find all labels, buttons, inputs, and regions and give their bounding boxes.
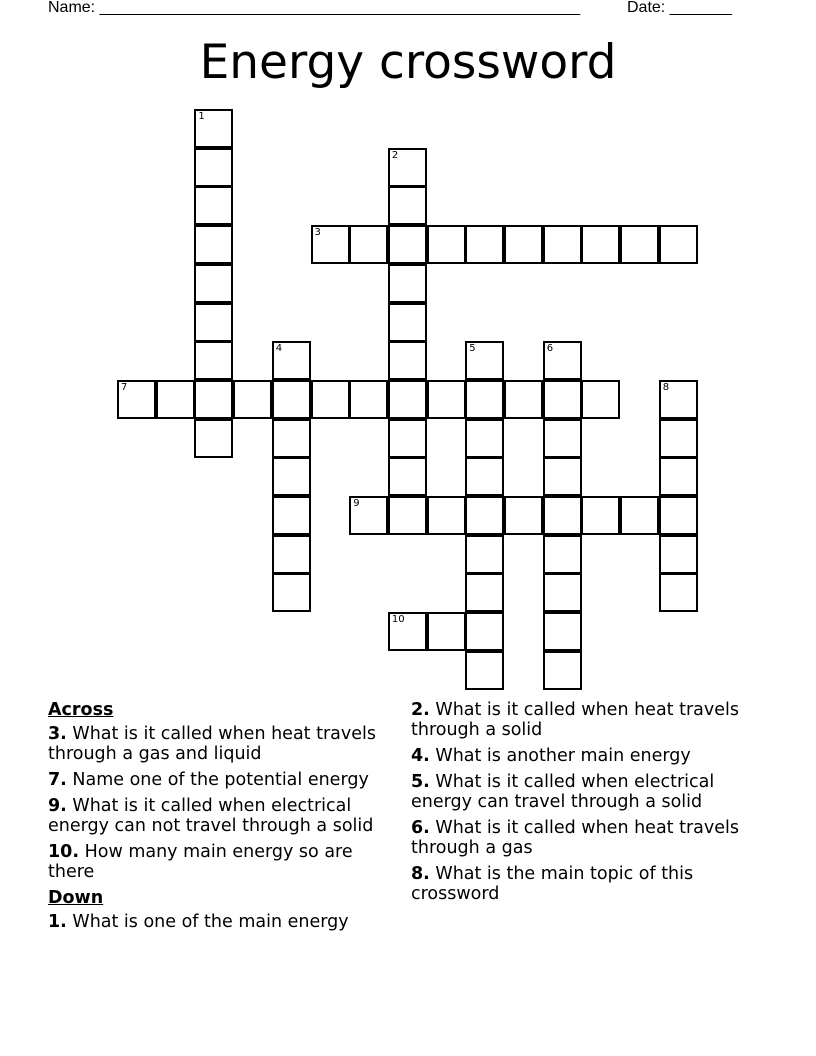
grid-cell[interactable] (465, 419, 504, 458)
clue-number: 2. (411, 700, 430, 720)
grid-cell[interactable] (581, 380, 620, 419)
grid-cell[interactable] (349, 225, 388, 264)
clue-number: 10. (48, 842, 80, 862)
grid-cell[interactable] (465, 341, 504, 380)
grid-cell[interactable] (543, 612, 582, 651)
clue-text: How many main energy so are there (48, 842, 353, 882)
clue-text: Name one of the potential energy (66, 770, 369, 790)
grid-cell[interactable] (465, 651, 504, 690)
clue-item (411, 818, 751, 858)
clue-item (48, 796, 393, 836)
grid-cell[interactable] (427, 496, 466, 535)
grid-cell[interactable] (388, 303, 427, 342)
clue-text: What is it called when electrical energy can not travel through a solid (48, 796, 374, 836)
clue-item (48, 912, 393, 932)
grid-cell[interactable] (194, 380, 233, 419)
grid-cell[interactable] (659, 225, 698, 264)
grid-cell[interactable] (194, 341, 233, 380)
clue-text: What is it called when heat travels through a solid (411, 700, 739, 740)
grid-cell[interactable] (465, 380, 504, 419)
section-heading: Down (48, 888, 104, 908)
grid-cell[interactable] (543, 573, 582, 612)
clue-number-label: 2 (391, 149, 399, 161)
grid-cell[interactable] (388, 186, 427, 225)
clue-number-label: 5 (469, 343, 476, 355)
grid-cell[interactable] (543, 457, 582, 496)
grid-cell[interactable] (620, 496, 659, 535)
grid-cell[interactable] (659, 457, 698, 496)
grid-cell[interactable] (388, 264, 427, 303)
grid-cell[interactable] (427, 225, 466, 264)
clue-number-label: 8 (662, 381, 670, 393)
grid-cell[interactable] (543, 419, 582, 458)
grid-cell[interactable] (272, 573, 311, 612)
clue-number-label: 7 (121, 381, 128, 393)
grid-cell[interactable] (388, 457, 427, 496)
grid-cell[interactable] (156, 380, 195, 419)
grid-cell[interactable] (272, 380, 311, 419)
grid-cell[interactable] (311, 225, 350, 264)
grid-cell[interactable] (272, 535, 311, 574)
clue-number-label: 3 (314, 227, 321, 239)
grid-cell[interactable] (504, 496, 543, 535)
grid-cell[interactable] (659, 535, 698, 574)
clue-number-label: 9 (353, 498, 360, 509)
grid-cell[interactable] (349, 496, 388, 535)
clue-number: 5. (411, 772, 430, 792)
grid-cell[interactable] (427, 380, 466, 419)
grid-cell[interactable] (465, 225, 504, 264)
grid-cell[interactable] (465, 612, 504, 651)
clue-text: What is it called when heat travels through a gas and liquid (48, 724, 376, 764)
grid-cell[interactable] (388, 148, 427, 187)
grid-cell[interactable] (543, 535, 582, 574)
clue-number: 1. (48, 912, 67, 932)
clue-number: 9. (48, 796, 67, 816)
grid-cell[interactable] (659, 496, 698, 535)
clue-number: 4. (411, 746, 430, 766)
grid-cell[interactable] (620, 225, 659, 264)
page-title: Energy crossword (199, 35, 617, 90)
clue-item (48, 724, 393, 764)
grid-cell[interactable] (272, 496, 311, 535)
grid-cell[interactable] (233, 380, 272, 419)
clue-number-label: 10 (391, 614, 405, 626)
grid-cell[interactable] (388, 419, 427, 458)
clue-text: What is the main topic of this crossword (411, 864, 694, 904)
section-heading: Across (48, 700, 114, 720)
grid-cell[interactable] (388, 380, 427, 419)
grid-cell[interactable] (194, 186, 233, 225)
grid-cell[interactable] (504, 380, 543, 419)
grid-cell[interactable] (581, 496, 620, 535)
grid-cell[interactable] (504, 225, 543, 264)
grid-cell[interactable] (659, 573, 698, 612)
clue-number-label: 1 (198, 111, 205, 122)
grid-cell[interactable] (465, 535, 504, 574)
name-field-label: Name: ______________________________________________________ (48, 0, 581, 16)
clue-item (411, 700, 751, 740)
grid-cell[interactable] (543, 225, 582, 264)
grid-cell[interactable] (194, 264, 233, 303)
grid-cell[interactable] (349, 380, 388, 419)
grid-cell[interactable] (194, 419, 233, 458)
grid-cell[interactable] (388, 341, 427, 380)
clue-item (411, 864, 751, 904)
clue-text: What is it called when heat travels through a gas (411, 818, 739, 858)
grid-cell[interactable] (117, 380, 156, 419)
grid-cell[interactable] (465, 457, 504, 496)
grid-cell[interactable] (388, 612, 427, 651)
clue-text: What is it called when electrical energy can travel through a solid (411, 772, 715, 812)
grid-cell[interactable] (311, 380, 350, 419)
grid-cell[interactable] (543, 651, 582, 690)
grid-cell[interactable] (543, 380, 582, 419)
grid-cell[interactable] (465, 573, 504, 612)
clue-number-label: 4 (275, 343, 283, 355)
grid-cell[interactable] (543, 341, 582, 380)
grid-cell[interactable] (194, 303, 233, 342)
clues-column-right (411, 700, 751, 910)
clue-number: 6. (411, 818, 430, 838)
clue-number: 7. (48, 770, 67, 790)
clue-number: 3. (48, 724, 67, 744)
clue-item (411, 746, 751, 766)
clue-text: What is another main energy (429, 746, 691, 766)
date-field-label: Date: _______ (627, 0, 732, 16)
clue-number-label: 6 (546, 343, 554, 355)
clue-item (48, 842, 393, 882)
grid-cell[interactable] (194, 225, 233, 264)
clue-text: What is one of the main energy (66, 912, 349, 932)
grid-cell[interactable] (194, 109, 233, 148)
grid-cell[interactable] (659, 380, 698, 419)
grid-cell[interactable] (194, 148, 233, 187)
grid-cell[interactable] (581, 225, 620, 264)
grid-cell[interactable] (388, 225, 427, 264)
grid-cell[interactable] (427, 612, 466, 651)
grid-cell[interactable] (388, 496, 427, 535)
clue-number: 8. (411, 864, 430, 884)
clue-item (411, 772, 751, 812)
grid-cell[interactable] (272, 419, 311, 458)
grid-cell[interactable] (659, 419, 698, 458)
grid-cell[interactable] (465, 496, 504, 535)
clue-item (48, 770, 393, 790)
clues-column-left (48, 700, 393, 938)
grid-cell[interactable] (272, 341, 311, 380)
grid-cell[interactable] (543, 496, 582, 535)
grid-cell[interactable] (272, 457, 311, 496)
